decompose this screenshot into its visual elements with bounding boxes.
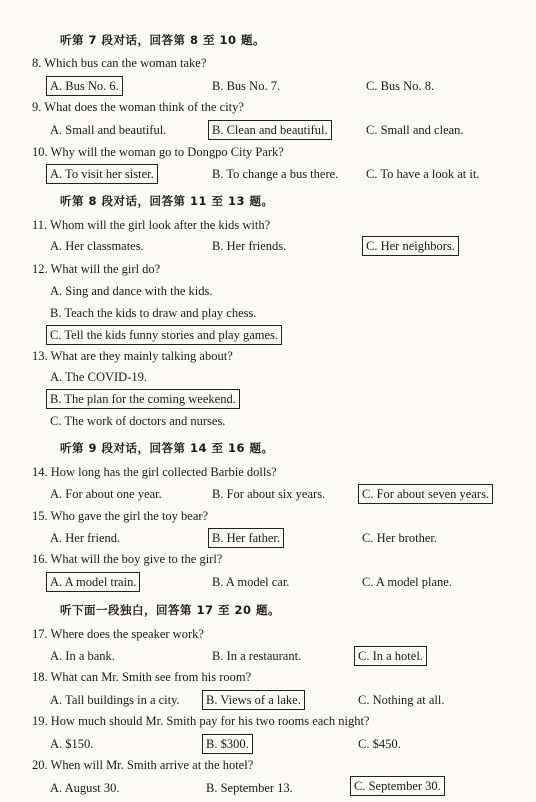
q16-option-c: C. A model plane. <box>362 575 452 589</box>
q14-option-c-marked: C. For about seven years. <box>358 484 493 504</box>
section-heading-9: 听第 9 段对话，回答第 14 至 16 题。 <box>60 441 274 455</box>
q8-option-b: B. Bus No. 7. <box>212 79 281 93</box>
q20-option-a: A. August 30. <box>50 781 120 795</box>
q17-option-a: A. In a bank. <box>50 649 115 663</box>
question-18: 18. What can Mr. Smith see from his room? <box>32 670 252 684</box>
q13-option-c: C. The work of doctors and nurses. <box>50 414 226 428</box>
question-8: 8. Which bus can the woman take? <box>32 56 207 70</box>
question-15: 15. Who gave the girl the toy bear? <box>32 509 209 523</box>
q8-option-c: C. Bus No. 8. <box>366 79 435 93</box>
q19-option-b-marked: B. $300. <box>202 734 253 754</box>
q15-option-a: A. Her friend. <box>50 531 121 545</box>
q12-option-b: B. Teach the kids to draw and play chess. <box>50 306 257 320</box>
q11-option-a: A. Her classmates. <box>50 239 144 253</box>
q11-option-c-marked: C. Her neighbors. <box>362 236 459 256</box>
q20-option-c-marked: C. September 30. <box>350 776 445 796</box>
q13-option-b-marked: B. The plan for the coming weekend. <box>46 389 240 409</box>
q12-option-c-marked: C. Tell the kids funny stories and play games. <box>46 325 282 345</box>
q18-option-b-marked: B. Views of a lake. <box>202 690 305 710</box>
q18-option-a: A. Tall buildings in a city. <box>50 693 180 707</box>
question-12: 12. What will the girl do? <box>32 262 161 276</box>
question-13: 13. What are they mainly talking about? <box>32 349 233 363</box>
q16-option-b: B. A model car. <box>212 575 290 589</box>
q17-option-b: B. In a restaurant. <box>212 649 302 663</box>
q17-option-c-marked: C. In a hotel. <box>354 646 427 666</box>
q14-option-a: A. For about one year. <box>50 487 162 501</box>
section-heading-monologue: 听下面一段独白，回答第 17 至 20 题。 <box>60 603 281 617</box>
question-19: 19. How much should Mr. Smith pay for his two rooms each night? <box>32 714 370 728</box>
q15-option-c: C. Her brother. <box>362 531 437 545</box>
section-heading-7: 听第 7 段对话，回答第 8 至 10 题。 <box>60 33 266 47</box>
question-14: 14. How long has the girl collected Barbie dolls? <box>32 465 277 479</box>
q12-option-a: A. Sing and dance with the kids. <box>50 284 213 298</box>
q9-option-b-marked: B. Clean and beautiful. <box>208 120 332 140</box>
q19-option-a: A. $150. <box>50 737 94 751</box>
q11-option-b: B. Her friends. <box>212 239 287 253</box>
question-17: 17. Where does the speaker work? <box>32 627 204 641</box>
q10-option-c: C. To have a look at it. <box>366 167 480 181</box>
q10-option-b: B. To change a bus there. <box>212 167 339 181</box>
section-heading-8: 听第 8 段对话，回答第 11 至 13 题。 <box>60 194 274 208</box>
q15-option-b-marked: B. Her father. <box>208 528 284 548</box>
q18-option-c: C. Nothing at all. <box>358 693 445 707</box>
q9-option-c: C. Small and clean. <box>366 123 464 137</box>
q14-option-b: B. For about six years. <box>212 487 326 501</box>
q16-option-a-marked: A. A model train. <box>46 572 140 592</box>
question-16: 16. What will the boy give to the girl? <box>32 552 223 566</box>
q9-option-a: A. Small and beautiful. <box>50 123 167 137</box>
question-20: 20. When will Mr. Smith arrive at the hotel? <box>32 758 254 772</box>
q20-option-b: B. September 13. <box>206 781 293 795</box>
q8-option-a-marked: A. Bus No. 6. <box>46 76 123 96</box>
q13-option-a: A. The COVID-19. <box>50 370 147 384</box>
question-9: 9. What does the woman think of the city? <box>32 100 244 114</box>
question-10: 10. Why will the woman go to Dongpo City Park? <box>32 145 284 159</box>
question-11: 11. Whom will the girl look after the kids with? <box>32 218 271 232</box>
q10-option-a-marked: A. To visit her sister. <box>46 164 158 184</box>
q19-option-c: C. $450. <box>358 737 401 751</box>
